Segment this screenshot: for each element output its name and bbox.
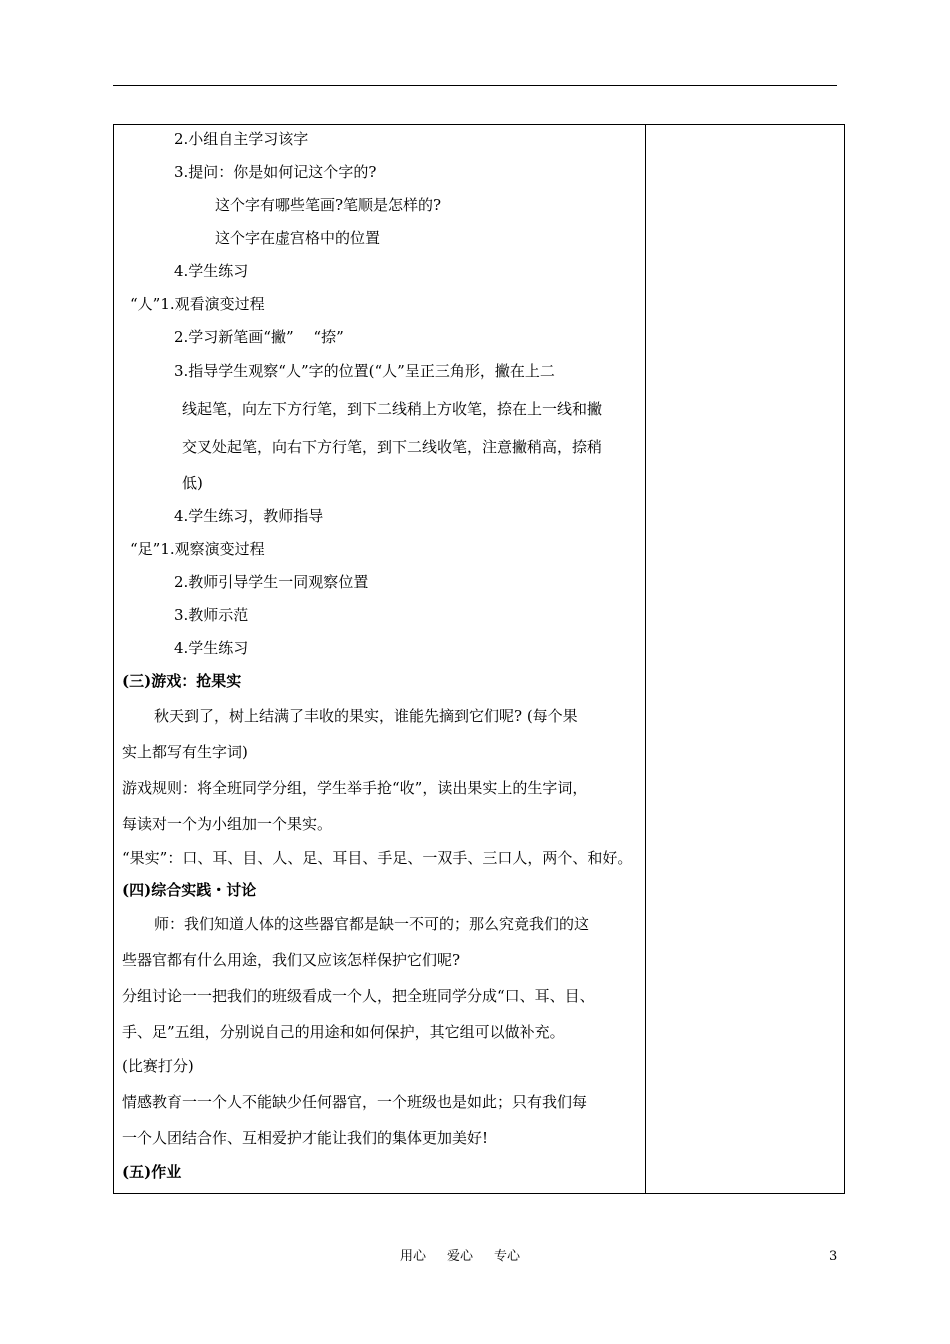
text-line: 2.学习新笔画“撇” “捺” <box>174 328 344 346</box>
footer-motto-2: 爱心 <box>447 1249 474 1264</box>
text-line: “果实”：口、耳、目、人、足、耳目、手足、一双手、三口人，两个、和好。 <box>122 849 633 867</box>
section-heading: (三)游戏：抢果实 <box>122 672 242 690</box>
section-heading: (四)综合实践・讨论 <box>122 881 257 899</box>
text-line: 分组讨论一一把我们的班级看成一个人，把全班同学分成“口、耳、目、 <box>122 987 595 1005</box>
footer-motto-3: 专心 <box>494 1249 521 1264</box>
text-line: 实上都写有生字词) <box>122 743 248 761</box>
text-line: 2.小组自主学习该字 <box>174 130 309 148</box>
text-line: 游戏规则：将全班同学分组，学生举手抢“收”，读出果实上的生字词， <box>122 779 588 797</box>
lesson-table <box>113 124 845 1194</box>
text-line: 情感教育一一个人不能缺少任何器官，一个班级也是如此；只有我们每 <box>122 1093 588 1111</box>
text-line: 2.教师引导学生一同观察位置 <box>174 573 369 591</box>
text-line: “人”1.观看演变过程 <box>130 295 265 313</box>
text-line: 这个字有哪些笔画?笔顺是怎样的? <box>215 196 442 214</box>
text-line: “足”1.观察演变过程 <box>130 540 265 558</box>
column-divider <box>645 125 646 1193</box>
header-rule <box>113 85 837 86</box>
text-line: 3.提问：你是如何记这个字的? <box>174 163 377 181</box>
page-number: 3 <box>829 1249 838 1264</box>
text-line: 交叉处起笔，向右下方行笔，到下二线收笔，注意撇稍高，捺稍 <box>182 438 603 456</box>
text-line: 低) <box>182 474 203 492</box>
footer-motto-1: 用心 <box>400 1249 427 1264</box>
section-heading: (五)作业 <box>122 1163 182 1181</box>
text-line: 每读对一个为小组加一个果实。 <box>122 815 333 833</box>
text-line: 手、足”五组，分别说自己的用途和如何保护，其它组可以做补充。 <box>122 1023 565 1041</box>
text-line: 秋天到了，树上结满了丰收的果实，谁能先摘到它们呢? (每个果 <box>154 707 578 725</box>
text-line: 4.学生练习 <box>174 639 249 657</box>
text-line: 线起笔，向左下方行笔，到下二线稍上方收笔，捺在上一线和撇 <box>182 400 603 418</box>
text-line: 3.教师示范 <box>174 606 249 624</box>
text-line: 4.学生练习 <box>174 262 249 280</box>
text-line: (比赛打分) <box>122 1057 194 1075</box>
text-line: 一个人团结合作、互相爱护才能让我们的集体更加美好! <box>122 1129 489 1147</box>
text-line: 3.指导学生观察“人”字的位置(“人”呈正三角形，撇在上二 <box>174 362 555 380</box>
text-line: 师：我们知道人体的这些器官都是缺一不可的；那么究竟我们的这 <box>154 915 590 933</box>
text-line: 4.学生练习，教师指导 <box>174 507 324 525</box>
text-line: 这个字在虚宫格中的位置 <box>215 229 381 247</box>
text-line: 些器官都有什么用途，我们又应该怎样保护它们呢? <box>122 951 461 969</box>
